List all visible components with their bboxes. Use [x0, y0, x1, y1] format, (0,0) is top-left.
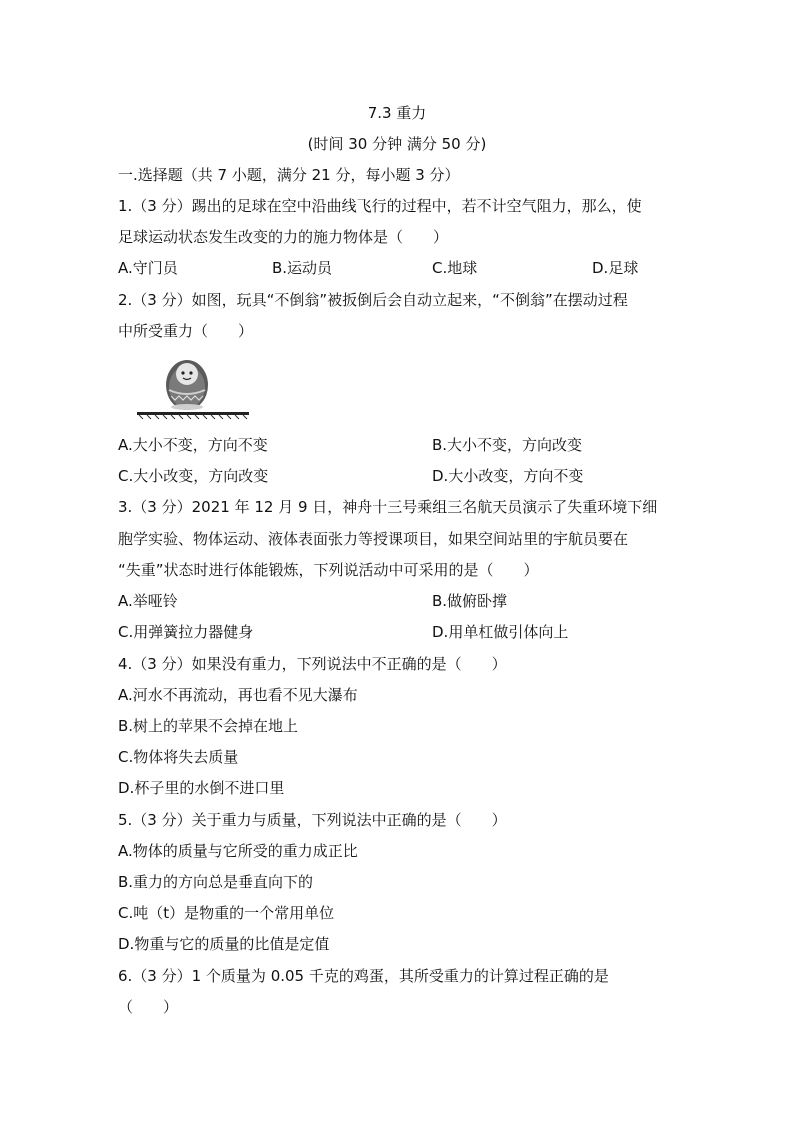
q5-stem-line1: 5.（3 分）关于重力与质量，下列说法中正确的是（ ）	[118, 811, 507, 829]
q3-stem-line2: 胞学实验、物体运动、液体表面张力等授课项目，如果空间站里的宇航员要在	[118, 530, 629, 548]
q2-option-d: D.大小改变，方向不变	[432, 467, 584, 485]
q2-option-a: A.大小不变，方向不变	[118, 436, 268, 454]
q1-stem-line1: 1.（3 分）踢出的足球在空中沿曲线飞行的过程中，若不计空气阻力，那么，使	[118, 197, 642, 215]
q5-option-b: B.重力的方向总是垂直向下的	[118, 873, 314, 891]
tumbler-doll	[166, 360, 208, 410]
q2-option-c: C.大小改变，方向改变	[118, 467, 269, 485]
q4-option-d: D.杯子里的水倒不进口里	[118, 779, 285, 797]
q1-option-a: A.守门员	[118, 259, 178, 277]
q4-option-b: B.树上的苹果不会掉在地上	[118, 717, 299, 735]
q5-option-a: A.物体的质量与它所受的重力成正比	[118, 842, 358, 860]
q3-stem-line3: “失重”状态时进行体能锻炼，下列说活动中可采用的是（ ）	[118, 561, 539, 579]
q5-option-d: D.物重与它的质量的比值是定值	[118, 935, 330, 953]
q3-option-d: D.用单杠做引体向上	[432, 623, 569, 641]
q1-stem-line2: 足球运动状态发生改变的力的施力物体是（ ）	[118, 228, 449, 246]
page-title: 7.3 重力	[367, 104, 427, 122]
section-heading: 一.选择题（共 7 小题，满分 21 分，每小题 3 分）	[118, 166, 460, 184]
q1-option-d: D.足球	[592, 259, 639, 277]
q2-stem-line1: 2.（3 分）如图，玩具“不倒翁”被扳倒后会自动立起来，“不倒翁”在摆动过程	[118, 291, 628, 309]
q6-stem-line2: （ ）	[118, 998, 179, 1016]
q1-option-b: B.运动员	[272, 259, 333, 277]
q6-stem-line1: 6.（3 分）1 个质量为 0.05 千克的鸡蛋，其所受重力的计算过程正确的是	[118, 967, 609, 985]
q2-stem-line2: 中所受重力（ ）	[118, 322, 254, 340]
q4-stem-line1: 4.（3 分）如果没有重力，下列说法中不正确的是（ ）	[118, 655, 507, 673]
q1-option-c: C.地球	[432, 259, 478, 277]
q5-option-c: C.吨（t）是物重的一个常用单位	[118, 904, 335, 922]
q4-option-c: C.物体将失去质量	[118, 748, 239, 766]
q3-stem-line1: 3.（3 分）2021 年 12 月 9 日，神舟十三号乘组三名航天员演示了失重环境下细	[118, 498, 658, 516]
page-subtitle: (时间 30 分钟 满分 50 分)	[307, 135, 487, 153]
q3-option-c: C.用弹簧拉力器健身	[118, 623, 254, 641]
ground-line	[137, 412, 249, 419]
q2-option-b: B.大小不变，方向改变	[432, 436, 583, 454]
q3-option-a: A.举哑铃	[118, 592, 178, 610]
q3-option-b: B.做俯卧撑	[432, 592, 508, 610]
tumbler-toy-figure	[135, 350, 253, 422]
q4-option-a: A.河水不再流动，再也看不见大瀑布	[118, 686, 358, 704]
